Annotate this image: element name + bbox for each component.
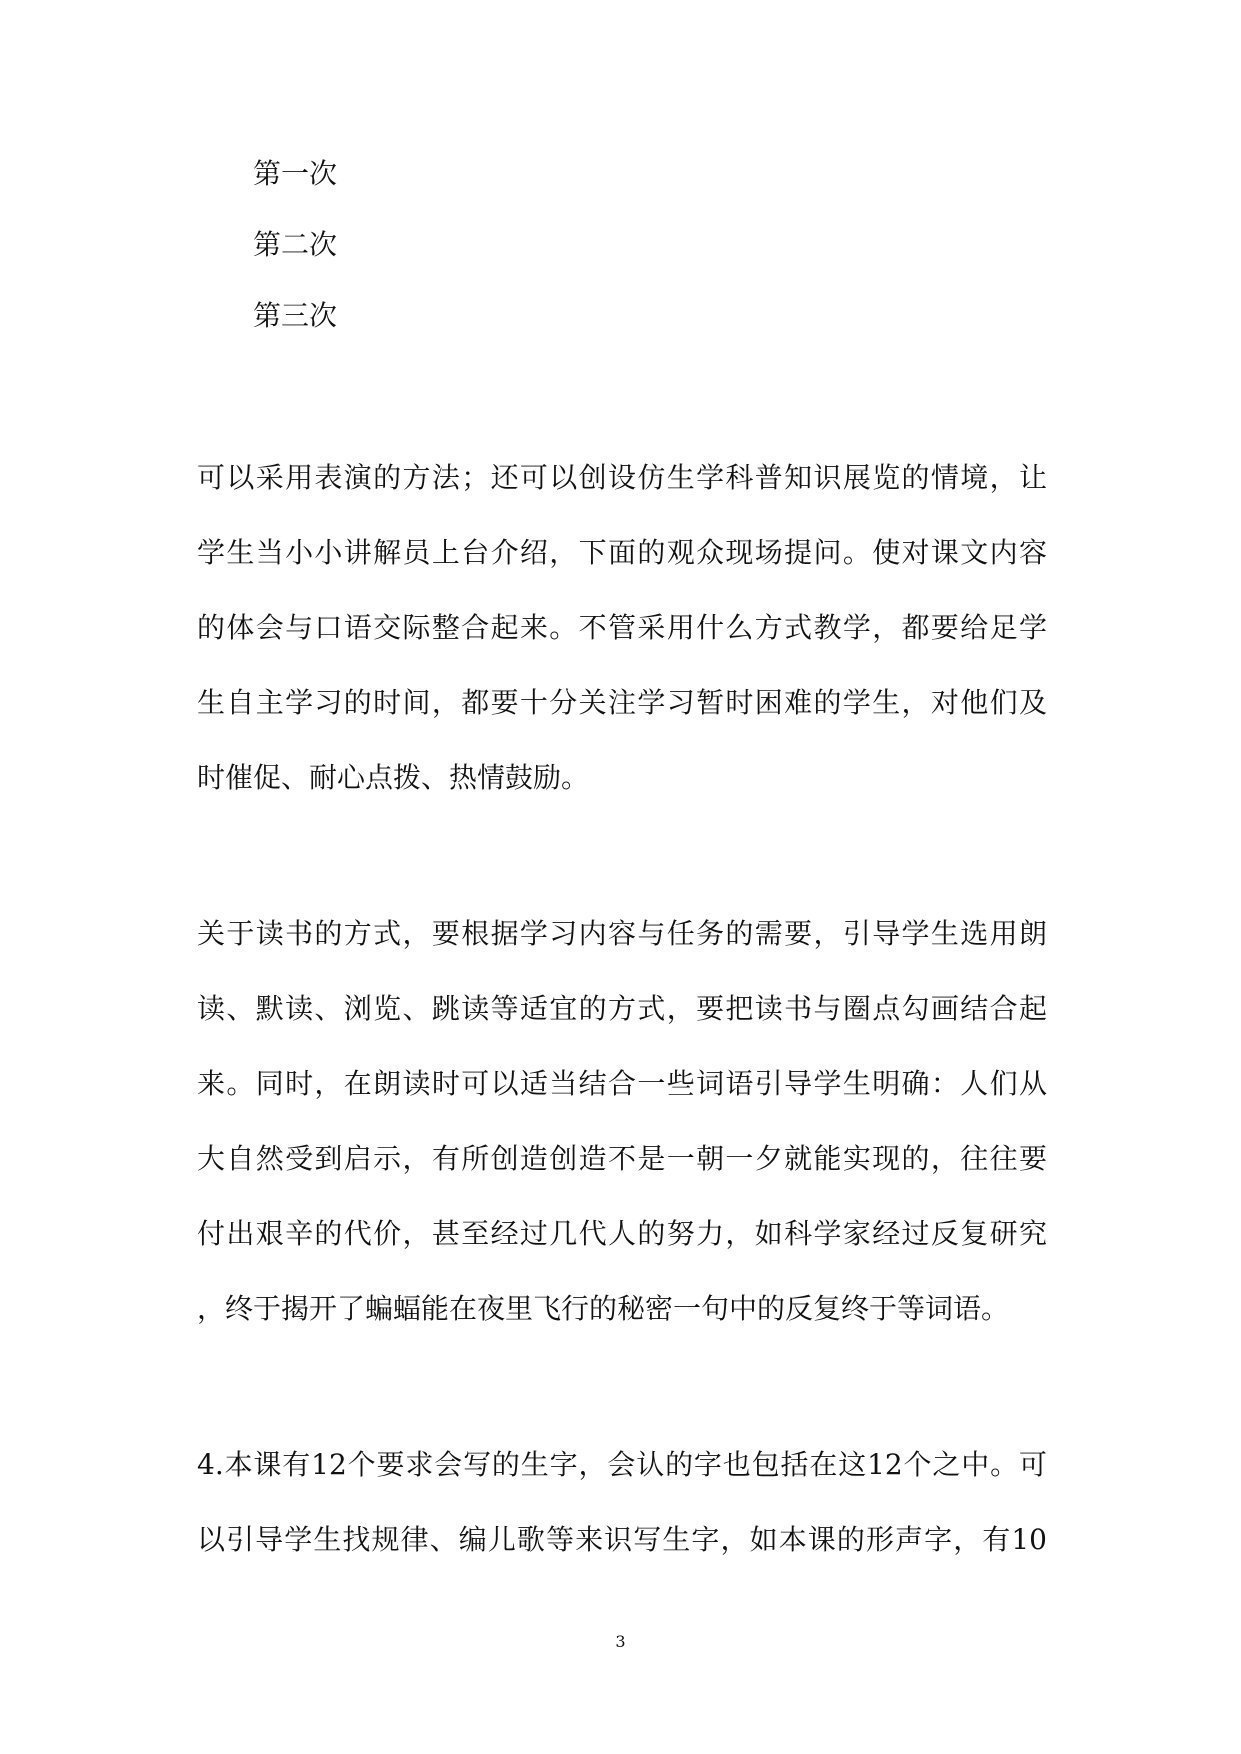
list-item-first-time: 第一次 [253, 157, 338, 190]
paragraph-new-characters [197, 1427, 1047, 1577]
text-line: 4.本课有12个要求会写的生字，会认的字也包括在这12个之中。可 [197, 1448, 1047, 1481]
text-line: 以引导学生找规律、编儿歌等来识写生字，如本课的形声字，有10 [197, 1523, 1047, 1556]
list-item-second-time: 第二次 [253, 228, 338, 261]
text-line: 来。同时，在朗读时可以适当结合一些词语引导学生明确：人们从 [197, 1067, 1047, 1100]
text-line: 可以采用表演的方法；还可以创设仿生学科普知识展览的情境，让 [197, 461, 1047, 494]
text-line: ，终于揭开了蝙蝠能在夜里飞行的秘密一句中的反复终于等词语。 [197, 1292, 1010, 1325]
list-item-third-time: 第三次 [253, 299, 338, 332]
text-line: 学生当小小讲解员上台介绍，下面的观众现场提问。使对课文内容 [197, 536, 1047, 569]
text-line: 付出艰辛的代价，甚至经过几代人的努力，如科学家经过反复研究 [197, 1217, 1047, 1250]
paragraph-teaching-methods [197, 440, 1047, 815]
page-number: 3 [615, 1632, 626, 1651]
text-line: 大自然受到启示，有所创造创造不是一朝一夕就能实现的，往往要 [197, 1142, 1047, 1175]
text-line: 关于读书的方式，要根据学习内容与任务的需要，引导学生选用朗 [197, 917, 1047, 950]
text-line: 生自主学习的时间，都要十分关注学习暂时困难的学生，对他们及 [197, 686, 1047, 719]
text-line: 读、默读、浏览、跳读等适宜的方式，要把读书与圈点勾画结合起 [197, 992, 1047, 1025]
text-line: 时催促、耐心点拨、热情鼓励。 [197, 761, 590, 794]
paragraph-reading-methods [197, 896, 1047, 1346]
text-line: 的体会与口语交际整合起来。不管采用什么方式教学，都要给足学 [197, 611, 1047, 644]
